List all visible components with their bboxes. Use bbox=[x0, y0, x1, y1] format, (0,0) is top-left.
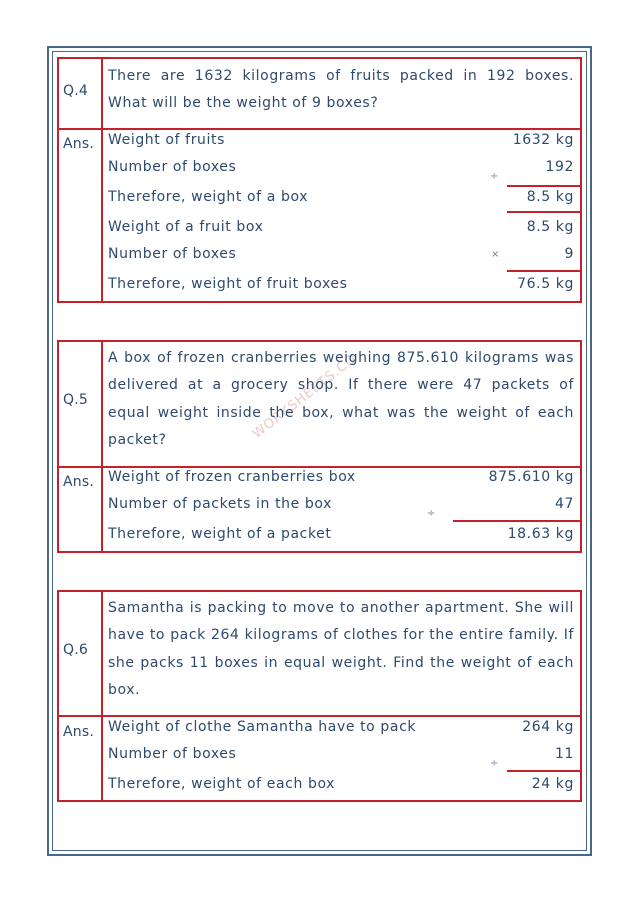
row-label: Number of boxes bbox=[108, 746, 237, 762]
row-label: Number of boxes bbox=[108, 159, 237, 175]
underline bbox=[507, 185, 580, 187]
row-label: Weight of clothe Samantha have to pack bbox=[108, 719, 417, 735]
answer-label: Ans. bbox=[63, 724, 94, 740]
question-text: There are 1632 kilograms of fruits packed in 192 boxes. What will be the weight of 9 boxes? bbox=[108, 68, 574, 112]
divide-operator: ÷ bbox=[490, 758, 499, 769]
multiply-operator: × bbox=[491, 249, 500, 260]
column-divider bbox=[101, 128, 103, 303]
row-label: Therefore, weight of each box bbox=[108, 776, 336, 792]
row-value: 264 kg bbox=[522, 719, 574, 735]
underline bbox=[507, 211, 580, 213]
row-label: Weight of frozen cranberries box bbox=[108, 469, 356, 485]
row-label: Weight of a fruit box bbox=[108, 219, 264, 235]
row-value: 47 bbox=[554, 496, 574, 512]
row-value: 24 kg bbox=[531, 776, 574, 792]
column-divider bbox=[101, 57, 103, 130]
question-text: Samantha is packing to move to another apartment. She will have to pack 264 kilograms of clothes for the entire family. If she packs 11 boxes in equal weight. Find the weight of each box. bbox=[108, 600, 574, 698]
row-value: 9 bbox=[564, 246, 574, 262]
question-label: Q.5 bbox=[63, 392, 88, 408]
column-divider bbox=[101, 590, 103, 717]
row-label: Number of packets in the box bbox=[108, 496, 332, 512]
column-divider bbox=[101, 340, 103, 468]
row-value: 18.63 kg bbox=[507, 526, 574, 542]
watermark: WORKSHEETS.CO bbox=[250, 351, 360, 442]
row-value: 11 bbox=[554, 746, 574, 762]
answer-label: Ans. bbox=[63, 474, 94, 490]
divide-operator: ÷ bbox=[427, 508, 436, 519]
question-label: Q.4 bbox=[63, 83, 88, 99]
column-divider bbox=[101, 466, 103, 553]
underline bbox=[453, 520, 580, 522]
row-value: 875.610 kg bbox=[488, 469, 574, 485]
column-divider bbox=[101, 715, 103, 802]
row-value: 8.5 kg bbox=[526, 189, 574, 205]
underline bbox=[507, 770, 580, 772]
row-label: Weight of fruits bbox=[108, 132, 225, 148]
question-text: A box of frozen cranberries weighing 875.610 kilograms was delivered at a grocery shop. If there were 47 packets of equal weight inside the box, what was the weight of each packet? bbox=[108, 350, 574, 448]
row-label: Therefore, weight of a packet bbox=[108, 526, 332, 542]
row-label: Therefore, weight of fruit boxes bbox=[108, 276, 348, 292]
row-value: 1632 kg bbox=[512, 132, 574, 148]
question-label: Q.6 bbox=[63, 642, 88, 658]
row-value: 76.5 kg bbox=[517, 276, 574, 292]
row-value: 192 bbox=[545, 159, 574, 175]
underline bbox=[507, 270, 580, 272]
divide-operator: ÷ bbox=[490, 171, 499, 182]
row-label: Number of boxes bbox=[108, 246, 237, 262]
row-label: Therefore, weight of a box bbox=[108, 189, 309, 205]
row-value: 8.5 kg bbox=[526, 219, 574, 235]
answer-label: Ans. bbox=[63, 136, 94, 152]
